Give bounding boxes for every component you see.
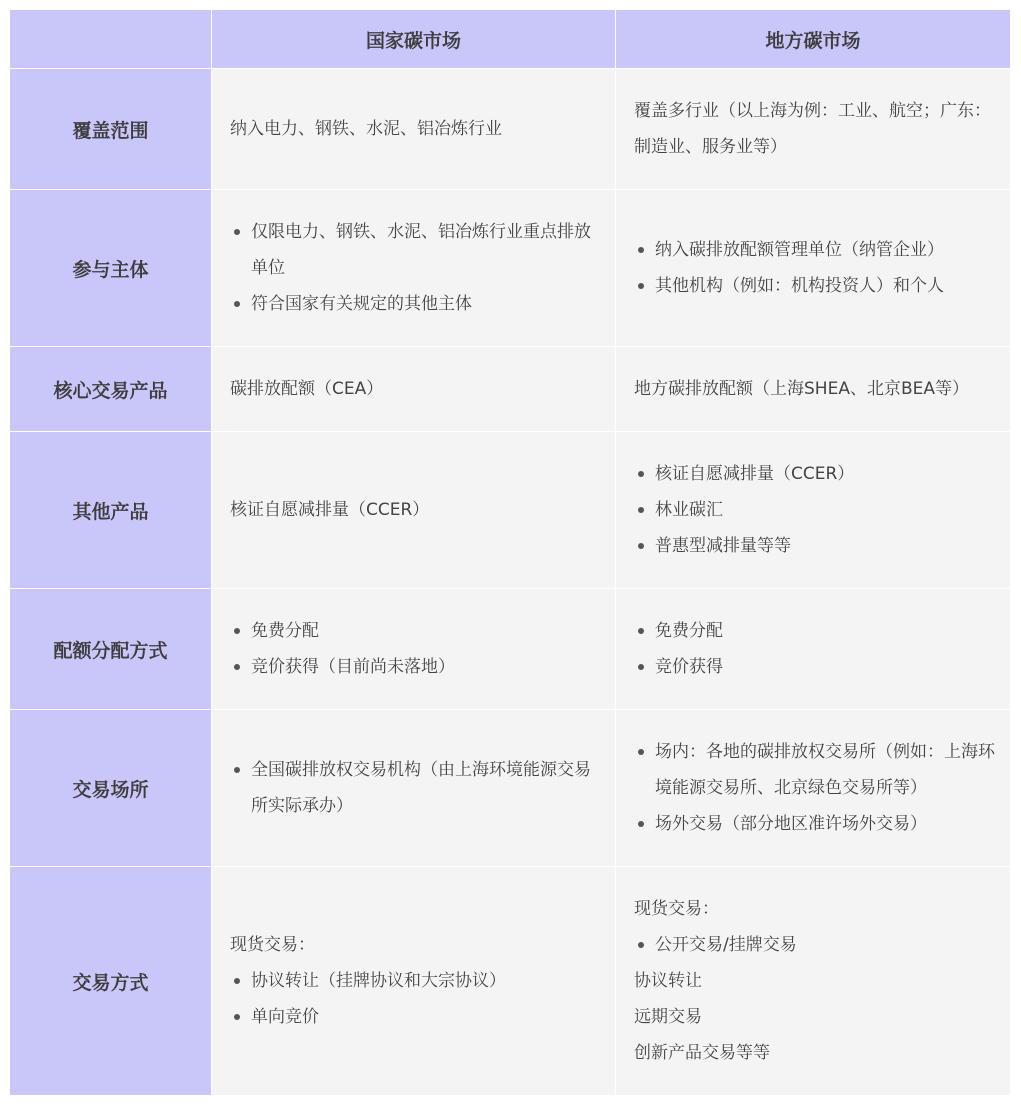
header-national-market: 国家碳市场 (212, 10, 616, 69)
list-item: 协议转让（挂牌协议和大宗协议） (230, 963, 601, 999)
cell-text: 纳入电力、钢铁、水泥、铝冶炼行业 (230, 119, 502, 139)
table-row (10, 347, 1011, 432)
list-item: 场内：各地的碳排放权交易所（例如：上海环境能源交易所、北京绿色交易所等） (634, 734, 996, 806)
bullet-icon (638, 664, 644, 670)
bullet-list (634, 734, 996, 842)
national-cell (212, 347, 616, 432)
list-item: 其他机构（例如：机构投资人）和个人 (634, 268, 996, 304)
bullet-list (634, 927, 996, 963)
local-cell (616, 710, 1011, 867)
list-item: 竞价获得（目前尚未落地） (230, 649, 601, 685)
bullet-icon (638, 942, 644, 948)
bullet-icon (234, 301, 240, 307)
list-item: 全国碳排放权交易机构（由上海环境能源交易所实际承办） (230, 752, 601, 824)
bullet-list (634, 613, 996, 685)
table-row (10, 710, 1011, 867)
bullet-icon (234, 1014, 240, 1020)
national-cell (212, 432, 616, 589)
bullet-icon (638, 471, 644, 477)
intro-text: 现货交易： (634, 899, 719, 919)
bullet-icon (638, 821, 644, 827)
list-item: 免费分配 (634, 613, 996, 649)
cell-text: 碳排放配额（CEA） (230, 379, 384, 399)
plain-line: 创新产品交易等等 (634, 1043, 770, 1063)
cell-text: 覆盖多行业（以上海为例：工业、航空；广东：制造业、服务业等） (634, 101, 991, 157)
list-item: 核证自愿减排量（CCER） (634, 456, 996, 492)
table-row (10, 190, 1011, 347)
plain-line: 协议转让 (634, 971, 702, 991)
row-label-participants: 参与主体 (10, 190, 212, 347)
plain-line: 远期交易 (634, 1007, 702, 1027)
list-item: 仅限电力、钢铁、水泥、铝冶炼行业重点排放单位 (230, 214, 601, 286)
bullet-list (230, 963, 601, 1035)
list-item: 场外交易（部分地区准许场外交易） (634, 806, 996, 842)
list-item: 单向竞价 (230, 999, 601, 1035)
row-label-allocation: 配额分配方式 (10, 589, 212, 710)
local-cell (616, 347, 1011, 432)
bullet-icon (638, 283, 644, 289)
list-item: 符合国家有关规定的其他主体 (230, 286, 601, 322)
bullet-icon (638, 628, 644, 634)
list-item: 竞价获得 (634, 649, 996, 685)
national-cell (212, 589, 616, 710)
intro-text: 现货交易： (230, 935, 315, 955)
bullet-list (230, 214, 601, 322)
table-row (10, 432, 1011, 589)
table-row (10, 589, 1011, 710)
bullet-list (634, 456, 996, 564)
bullet-icon (638, 749, 644, 755)
row-label-venue: 交易场所 (10, 710, 212, 867)
header-corner-cell (10, 10, 212, 69)
national-cell (212, 69, 616, 190)
list-item: 纳入碳排放配额管理单位（纳管企业） (634, 232, 996, 268)
bullet-icon (234, 767, 240, 773)
national-cell (212, 710, 616, 867)
header-local-market: 地方碳市场 (616, 10, 1011, 69)
bullet-icon (234, 664, 240, 670)
cell-text: 地方碳排放配额（上海SHEA、北京BEA等） (634, 379, 969, 399)
local-cell (616, 589, 1011, 710)
bullet-list (230, 752, 601, 824)
table-row (10, 867, 1011, 1096)
local-cell (616, 69, 1011, 190)
row-label-other-products: 其他产品 (10, 432, 212, 589)
local-cell (616, 190, 1011, 347)
bullet-icon (638, 247, 644, 253)
bullet-list (634, 232, 996, 304)
cell-text: 核证自愿减排量（CCER） (230, 500, 430, 520)
local-cell (616, 867, 1011, 1096)
bullet-icon (234, 978, 240, 984)
list-item: 公开交易/挂牌交易 (634, 927, 996, 963)
bullet-list (230, 613, 601, 685)
list-item: 免费分配 (230, 613, 601, 649)
bullet-icon (638, 507, 644, 513)
row-label-trading-method: 交易方式 (10, 867, 212, 1096)
comparison-table (9, 9, 1011, 1096)
header-row (10, 10, 1011, 69)
national-cell (212, 190, 616, 347)
bullet-icon (234, 628, 240, 634)
row-label-core-products: 核心交易产品 (10, 347, 212, 432)
bullet-icon (638, 543, 644, 549)
row-label-coverage: 覆盖范围 (10, 69, 212, 190)
table-row (10, 69, 1011, 190)
national-cell (212, 867, 616, 1096)
list-item: 普惠型减排量等等 (634, 528, 996, 564)
list-item: 林业碳汇 (634, 492, 996, 528)
bullet-icon (234, 229, 240, 235)
local-cell (616, 432, 1011, 589)
